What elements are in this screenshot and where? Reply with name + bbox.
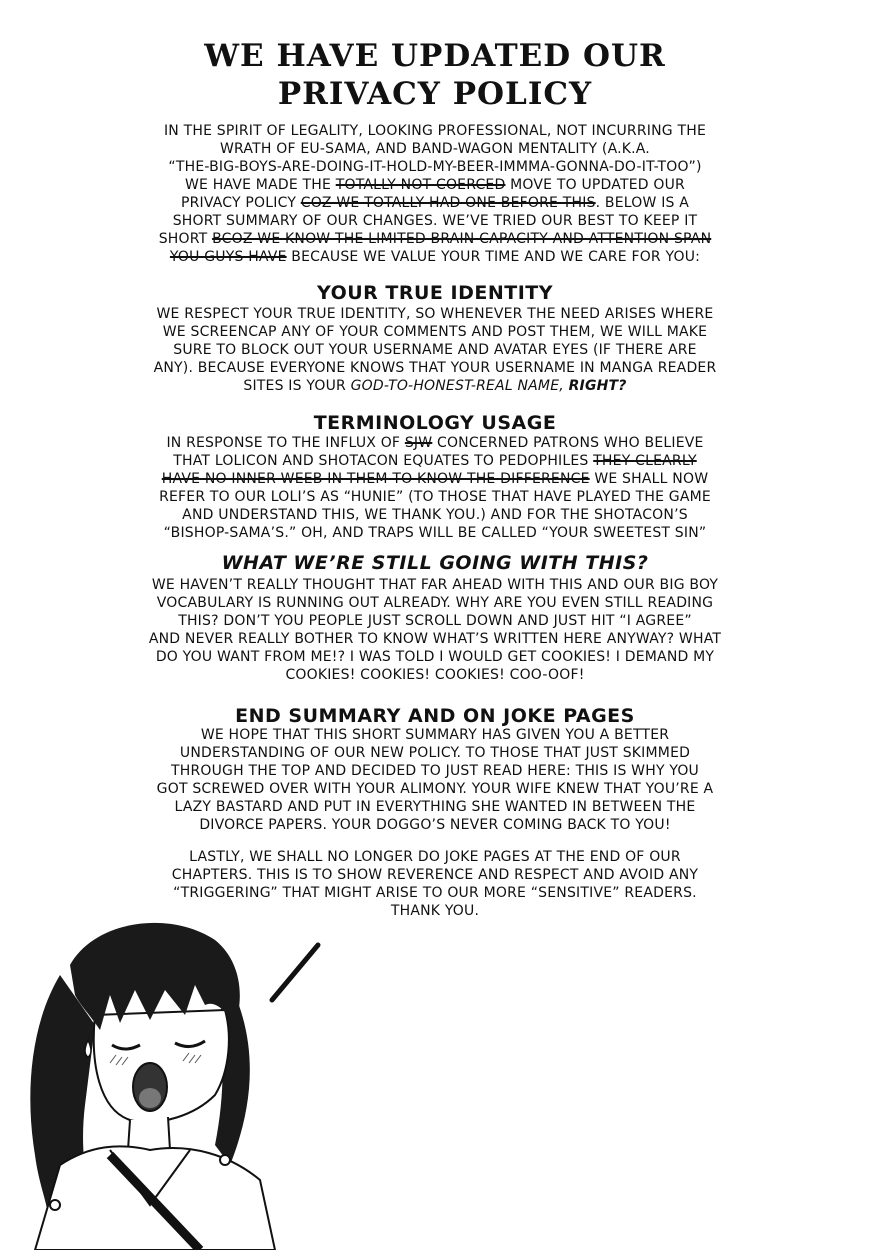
hair-tie	[220, 1155, 230, 1165]
struck-text: SJW	[404, 435, 433, 451]
struck-text: THEY CLEARLY	[593, 453, 697, 469]
end-summary-paragraph: WE HOPE THAT THIS SHORT SUMMARY HAS GIVEN YOU A BETTER UNDERSTANDING OF OUR NEW POLICY. TO THOSE THAT JUST SKIMMED THROUGH THE TOP AND DECIDED TO JUST READ HERE: THIS IS WHY YOU GOT SCREWED OVER WITH YOUR ALIMONY. YOUR WIFE KNEW THAT YOU’RE A LAZY BASTARD AND PUT IN EVERYTHING SHE WANTED IN BETWEEN THE DIVORCE PAPERS. YOUR DOGGO’S NEVER COMING BACK TO YOU!	[156, 727, 714, 833]
heading-end-summary: END SUMMARY AND ON JOKE PAGES	[235, 705, 635, 727]
intro-line: IN THE SPIRIT OF LEGALITY, LOOKING PROFESSIONAL, NOT INCURRING THE	[163, 123, 707, 139]
struck-text: HAVE NO INNER WEEB IN THEM TO KNOW THE DIFFERENCE	[161, 471, 590, 487]
intro-line: SHORT SUMMARY OF OUR CHANGES. WE’VE TRIED OUR BEST TO KEEP IT	[172, 213, 698, 229]
heading-terminology-usage: TERMINOLOGY USAGE	[313, 412, 557, 434]
intro-line: “THE-BIG-BOYS-ARE-DOING-IT-HOLD-MY-BEER-IMMMA-GONNA-DO-IT-TOO”)	[168, 159, 702, 175]
struck-text: COZ WE TOTALLY HAD ONE BEFORE THIS	[300, 195, 596, 211]
identity-paragraph: WE RESPECT YOUR TRUE IDENTITY, SO WHENEVER THE NEED ARISES WHERE WE SCREENCAP ANY OF YOUR COMMENTS AND POST THEM, WE WILL MAKE SURE TO BLOCK OUT YOUR USERNAME AND AVATAR EYES (IF THERE ARE ANY). BECAUSE EVERYONE KNOWS THAT YOUR USERNAME IN MANGA READER SITES IS YOUR GOD-TO-HONEST-REAL NAME, RIGHT?	[153, 306, 717, 394]
bold-italic-text: RIGHT?	[568, 378, 627, 394]
still-going-paragraph: WE HAVEN’T REALLY THOUGHT THAT FAR AHEAD WITH THIS AND OUR BIG BOY VOCABULARY IS RUNNING OUT ALREADY. WHY ARE YOU EVEN STILL READING THIS? DON’T YOU PEOPLE JUST SCROLL DOWN AND JUST HIT “I AGREE” AND NEVER REALLY BOTHER TO KNOW WHAT’S WRITTEN HERE ANYWAY? WHAT DO YOU WANT FROM ME!? I WAS TOLD I WOULD GET COOKIES! I DEMAND MY COOKIES! COOKIES! COOKIES! COO-OOF!	[148, 577, 722, 683]
intro-line: YOU GUYS HAVE BECAUSE WE VALUE YOUR TIME AND WE CARE FOR YOU:	[169, 249, 701, 265]
anime-girl-illustration	[0, 905, 360, 1250]
terminology-paragraph: IN RESPONSE TO THE INFLUX OF SJW CONCERNED PATRONS WHO BELIEVE THAT LOLICON AND SHOTACON EQUATES TO PEDOPHILES THEY CLEARLY HAVE NO INNER WEEB IN THEM TO KNOW THE DIFFERENCE WE SHALL NOW REFER TO OUR LOLI’S AS “HUNIE” (TO THOSE THAT HAVE PLAYED THE GAME AND UNDERSTAND THIS, WE THANK YOU.) AND FOR THE SHOTACON’S “BISHOP-SAMA’S.” OH, AND TRAPS WILL BE CALLED “YOUR SWEETEST SIN”	[159, 435, 711, 541]
intro-line: WRATH OF EU-SAMA, AND BAND-WAGON MENTALITY (A.K.A.	[220, 141, 650, 157]
struck-text: TOTALLY NOT COERCED	[335, 177, 506, 193]
intro-paragraph	[0, 122, 870, 266]
intro-line: WE HAVE MADE THE TOTALLY NOT COERCED MOVE TO UPDATED OUR	[184, 177, 685, 193]
shout-line-mark	[272, 945, 318, 1000]
intro-line: PRIVACY POLICY COZ WE TOTALLY HAD ONE BEFORE THIS. BELOW IS A	[180, 195, 690, 211]
heading-true-identity: YOUR TRUE IDENTITY	[317, 282, 553, 304]
hair-tie	[50, 1200, 60, 1210]
page-title-line-1: WE HAVE UPDATED OUR	[204, 38, 666, 74]
page-title-line-2: PRIVACY POLICY	[277, 76, 593, 112]
intro-line: SHORT BCOZ WE KNOW THE LIMITED BRAIN CAPACITY AND ATTENTION SPAN	[158, 231, 712, 247]
italic-text: GOD-TO-HONEST-REAL NAME,	[350, 378, 569, 394]
joke-pages-paragraph: LASTLY, WE SHALL NO LONGER DO JOKE PAGES AT THE END OF OUR CHAPTERS. THIS IS TO SHOW REVERENCE AND RESPECT AND AVOID ANY “TRIGGERING” THAT MIGHT ARISE TO OUR MORE “SENSITIVE” READERS. THANK YOU.	[171, 849, 699, 919]
neck	[128, 1117, 170, 1150]
struck-text: BCOZ WE KNOW THE LIMITED BRAIN CAPACITY AND ATTENTION SPAN	[212, 231, 712, 247]
heading-still-going: WHAT WE’RE STILL GOING WITH THIS?	[221, 552, 649, 574]
struck-text: YOU GUYS HAVE	[169, 249, 287, 265]
